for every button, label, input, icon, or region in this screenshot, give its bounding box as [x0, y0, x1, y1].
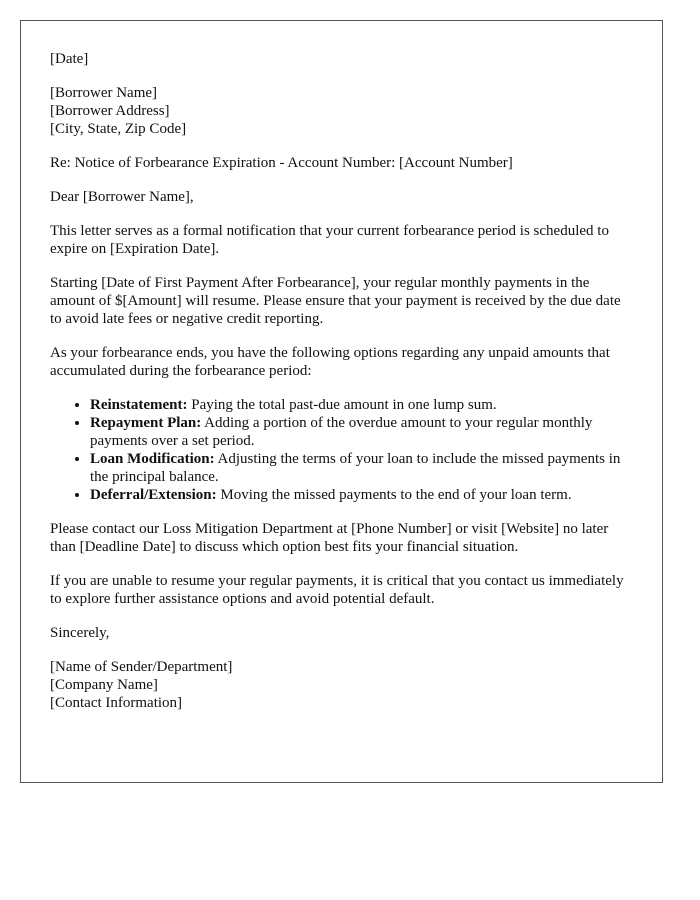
paragraph-payments: Starting [Date of First Payment After Forbearance], your regular monthly payments in the amount of $[Amount] will resume. Please ensure that your payment is received by the due date to avoid late fees or negative credit reporting.: [50, 275, 621, 327]
option-text: Paying the total past-due amount in one lump sum.: [187, 397, 497, 413]
option-text: Adjusting the terms of your loan to include the missed payments in the principal balance.: [90, 451, 621, 485]
option-term: Loan Modification:: [90, 451, 215, 467]
date: [Date]: [50, 51, 89, 67]
option-term: Reinstatement:: [90, 397, 188, 413]
option-text: Moving the missed payments to the end of your loan term.: [216, 487, 572, 503]
subject-line: Re: Notice of Forbearance Expiration - Account Number: [Account Number]: [50, 155, 513, 171]
option-term: Deferral/Extension:: [90, 487, 217, 503]
paragraph-options-intro: As your forbearance ends, you have the following options regarding any unpaid amounts that accumulated during the forbearance period:: [50, 345, 610, 379]
options-list: [50, 396, 633, 504]
list-item: [90, 450, 633, 486]
salutation: Dear [Borrower Name],: [50, 189, 194, 205]
recipient-city: [City, State, Zip Code]: [50, 121, 187, 137]
option-text: Adding a portion of the overdue amount to your regular monthly payments over a set period.: [90, 415, 593, 449]
sender-name: [Name of Sender/Department]: [50, 659, 233, 675]
paragraph-warning: If you are unable to resume your regular payments, it is critical that you contact us immediately to explore further assistance options and avoid potential default.: [50, 573, 624, 607]
list-item: [90, 396, 633, 414]
sender-block: [50, 658, 633, 712]
option-term: Repayment Plan:: [90, 415, 202, 431]
signoff: Sincerely,: [50, 625, 110, 641]
letter: [20, 20, 663, 783]
recipient-name: [Borrower Name]: [50, 85, 158, 101]
sender-contact: [Contact Information]: [50, 695, 183, 711]
paragraph-expiration: This letter serves as a formal notification that your current forbearance period is scheduled to expire on [Expiration Date].: [50, 223, 609, 257]
recipient-address: [Borrower Address]: [50, 103, 170, 119]
sender-company: [Company Name]: [50, 677, 158, 693]
list-item: [90, 486, 633, 504]
paragraph-contact: Please contact our Loss Mitigation Department at [Phone Number] or visit [Website] no later than [Deadline Date] to discuss which option best fits your financial situation.: [50, 521, 609, 555]
list-item: [90, 414, 633, 450]
recipient-block: [50, 84, 633, 138]
